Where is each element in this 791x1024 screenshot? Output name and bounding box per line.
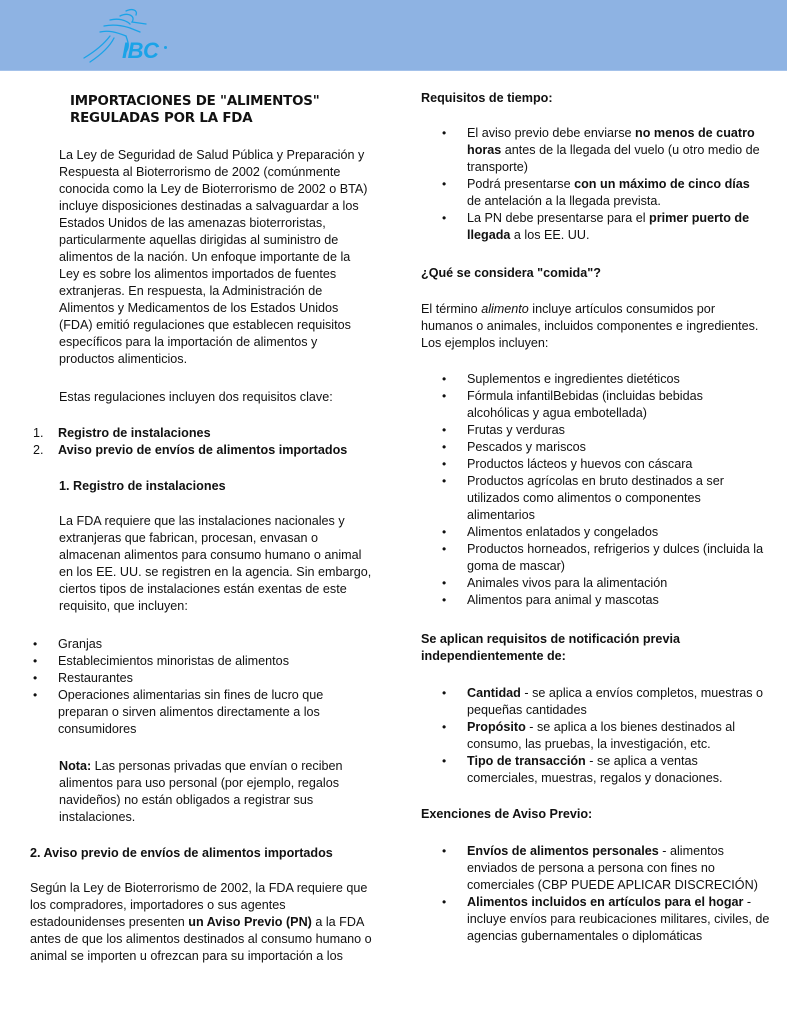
- title-line-2: REGULADAS POR LA FDA: [70, 111, 253, 126]
- note-text: Las personas privadas que envían o reciben alimentos para uso personal (por ejemplo, regalos navideños) no están obligados a registrar sus instalaciones.: [59, 759, 343, 824]
- list-item: • Alimentos incluidos en artículos para el hogar - incluye envíos para reubicaciones militares, civiles, de agencias gubernamentales o diplomáticas: [467, 894, 772, 945]
- list-item: 2. Aviso previo de envíos de alimentos importados: [33, 443, 348, 457]
- notice-applies-heading: Se aplican requisitos de notificación previa independientemente de:: [421, 632, 680, 663]
- ibc-logo: [80, 6, 170, 68]
- title-line-1: IMPORTACIONES DE "ALIMENTOS": [70, 94, 320, 109]
- list-item: • Animales vivos para la alimentación: [467, 575, 767, 592]
- list-item: • Pescados y mariscos: [467, 439, 767, 456]
- note-paragraph: [59, 758, 371, 826]
- time-requirements-list: [467, 125, 767, 244]
- exemptions-list: [467, 843, 772, 945]
- list-item: • Restaurantes: [58, 670, 358, 687]
- key-requirements-intro: Estas regulaciones incluyen dos requisitos clave:: [59, 390, 333, 404]
- food-definition-heading: ¿Qué se considera "comida"?: [421, 266, 601, 280]
- list-item: • Frutas y verduras: [467, 422, 767, 439]
- list-item: • Suplementos e ingredientes dietéticos: [467, 371, 767, 388]
- list-item: • Propósito - se aplica a los bienes destinados al consumo, las pruebas, la investigación, etc.: [467, 719, 767, 753]
- exempt-facilities-list: [58, 636, 358, 738]
- food-examples-list: [467, 371, 767, 609]
- header-banner: [0, 0, 787, 71]
- list-item: • La PN debe presentarse para el primer puerto de llegada a los EE. UU.: [467, 210, 767, 244]
- list-item: • El aviso previo debe enviarse no menos de cuatro horas antes de la llegada del vuelo (u otro medio de transporte): [467, 125, 767, 176]
- list-item: • Productos lácteos y huevos con cáscara: [467, 456, 767, 473]
- key-requirements-list: [33, 425, 378, 459]
- list-item: • Tipo de transacción - se aplica a ventas comerciales, muestras, regalos y donaciones.: [467, 753, 767, 787]
- logo-trademark-dot: [164, 46, 167, 49]
- note-label: Nota:: [59, 759, 92, 773]
- list-item: • Alimentos enlatados y congelados: [467, 524, 767, 541]
- list-item: • Fórmula infantilBebidas (incluidas bebidas alcohólicas y agua embotellada): [467, 388, 767, 422]
- section-1-heading: 1. Registro de instalaciones: [59, 479, 226, 493]
- logo-text: IBC: [122, 38, 159, 63]
- list-item: 1. Registro de instalaciones: [33, 426, 211, 440]
- intro-paragraph: La Ley de Seguridad de Salud Pública y Preparación y Respuesta al Bioterrorismo de 2002 (comúnmente conocida como la Ley de Bioterrorismo de 2002 o BTA) incluye disposiciones destinadas a salvaguardar a los Estados Unidos de las amenazas bioterroristas, particularmente aquellas dirigidas al suministro de alimentos de la nación. Un enfoque importante de la Ley es sobre los alimentos importados de fuentes extranjeras. En respuesta, la Administración de Alimentos y Medicamentos de los Estados Unidos (FDA) emitió regulaciones que establecen requisitos específicos para la importación de alimentos y productos alimenticios.: [59, 148, 368, 366]
- list-item: • Envíos de alimentos personales - alimentos enviados de persona a persona con fines no comerciales (CBP PUEDE APLICAR DISCRECIÓN): [467, 843, 772, 894]
- list-item: • Operaciones alimentarias sin fines de lucro que preparan o sirven alimentos directamente a los consumidores: [58, 687, 358, 738]
- section-2-heading: 2. Aviso previo de envíos de alimentos importados: [30, 846, 333, 860]
- list-item: • Productos agrícolas en bruto destinados a ser utilizados como alimentos o componentes alimentarios: [467, 473, 767, 524]
- section-2-body: Según la Ley de Bioterrorismo de 2002, la FDA requiere que los compradores, importadores o sus agentes estadounidenses presenten un Aviso Previo (PN) a la FDA antes de que los alimentos destinados al consumo humano o animal se importen u ofrezcan para su importación a los: [30, 881, 372, 963]
- notice-applies-list: [467, 685, 767, 787]
- list-item: • Granjas: [58, 636, 358, 653]
- list-item: • Alimentos para animal y mascotas: [467, 592, 767, 609]
- time-requirements-heading: Requisitos de tiempo:: [421, 91, 553, 105]
- list-item: • Productos horneados, refrigerios y dulces (incluida la goma de mascar): [467, 541, 767, 575]
- exemptions-heading: Exenciones de Aviso Previo:: [421, 807, 593, 821]
- section-1-body: La FDA requiere que las instalaciones nacionales y extranjeras que fabrican, procesan, envasan o almacenan alimentos para consumo humano o animal en los EE. UU. se registren en la agencia. Sin embargo, ciertos tipos de instalaciones están exentas de este requisito, que incluyen:: [59, 514, 372, 613]
- list-item: • Establecimientos minoristas de alimentos: [58, 653, 358, 670]
- list-item: • Podrá presentarse con un máximo de cinco días de antelación a la llegada prevista.: [467, 176, 767, 210]
- food-definition-paragraph: El término alimento incluye artículos consumidos por humanos o animales, incluidos componentes e ingredientes. Los ejemplos incluyen:: [421, 302, 759, 350]
- page-title: [70, 93, 370, 127]
- prior-notice-term: un Aviso Previo (PN): [188, 915, 312, 929]
- list-item: • Cantidad - se aplica a envíos completos, muestras o pequeñas cantidades: [467, 685, 767, 719]
